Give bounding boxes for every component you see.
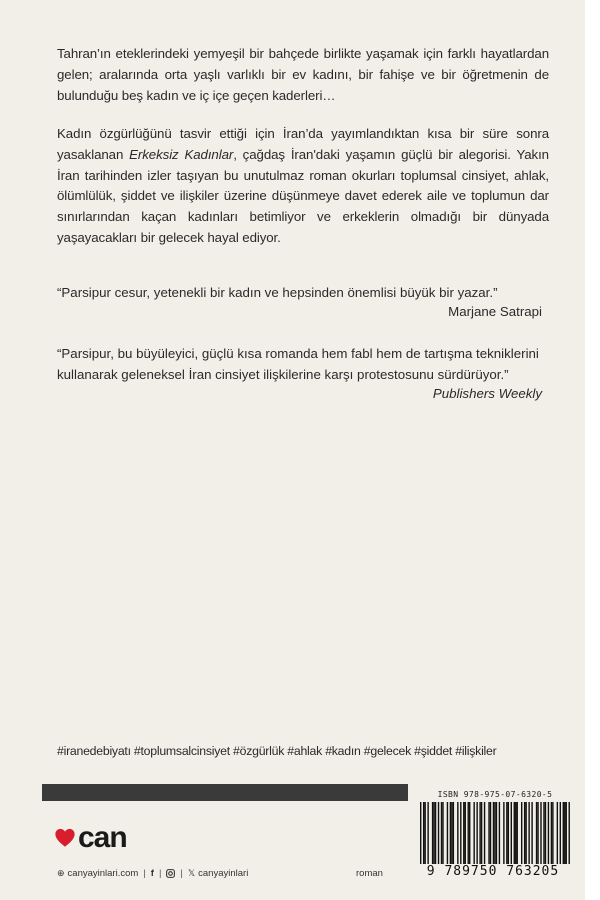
website-link[interactable]: canyayinlari.com: [67, 868, 139, 879]
hashtag-line: #iranedebiyatı #toplumsalcinsiyet #özgürlük #ahlak #kadın #gelecek #şiddet #ilişkiler: [57, 744, 497, 758]
globe-icon: ⊕: [57, 868, 65, 878]
divider: |: [158, 868, 162, 879]
facebook-icon[interactable]: f: [150, 868, 154, 879]
x-handle[interactable]: canyayinlari: [198, 868, 249, 879]
publisher-logo: [54, 821, 127, 855]
publisher-footer: [57, 868, 248, 879]
instagram-icon[interactable]: [166, 869, 175, 878]
blurb-paragraph-2-lead: Kadın özgürlüğünü tasvir ettiği için İran’da yayımlandıktan kısa bir süre sonra yasaklanan: [57, 126, 549, 162]
book-title: Erkeksiz Kadınlar: [129, 146, 234, 162]
review-quote-1: “Parsipur cesur, yetenekli bir kadın ve hepsinden önemlisi büyük bir yazar.”: [57, 285, 498, 300]
divider: |: [143, 868, 146, 879]
review-source-1: Marjane Satrapi: [448, 304, 542, 319]
review-quote-2: “Parsipur, bu büyüleyici, güçlü kısa romanda hem fabl hem de tartışma tekniklerini kullanarak geleneksel İran cinsiyet ilişkilerine karşı protestosunu sürdürüyor.”: [57, 346, 539, 382]
blurb-paragraph-1: Tahran’ın eteklerindeki yemyeşil bir bahçede birlikte yaşamak için farklı hayatlardan gelen; aralarında orta yaşlı varlıklı bir ev kadını, bir fahişe ve bir öğretmenin de bulunduğu beş kadın ve iç içe geçen kaderleri…: [57, 46, 549, 103]
dark-band: [42, 784, 408, 801]
blurb-paragraph-2-rest: , çağdaş İran'daki yaşamın güçlü bir alegorisi. Yakın İran tarihinden izler taşıyan bu unutulmaz roman okurları toplumsal cinsiyet, ahlak, ölümlülük, şiddet ve ilişkiler üzerine düşünmeye davet ederek aile ve toplumun dar sınırlarından kaçan kadınları betimliyor ve erkeklerin olmadığı bir dünyada yaşayacakları bir gelecek hayal ediyor.: [57, 146, 549, 245]
blurb-paragraph-2: [57, 124, 549, 249]
divider: |: [180, 868, 183, 879]
x-icon[interactable]: 𝕏: [187, 868, 196, 878]
page-edge: [585, 0, 600, 900]
genre-label: roman: [356, 868, 383, 879]
barcode-number: 9 789750 763205: [413, 864, 573, 879]
publisher-name: can: [78, 821, 127, 854]
isbn-label: ISBN 978-975-07-6320-5: [437, 790, 553, 799]
review-source-2: Publishers Weekly: [432, 386, 542, 401]
heart-icon: [54, 827, 76, 849]
